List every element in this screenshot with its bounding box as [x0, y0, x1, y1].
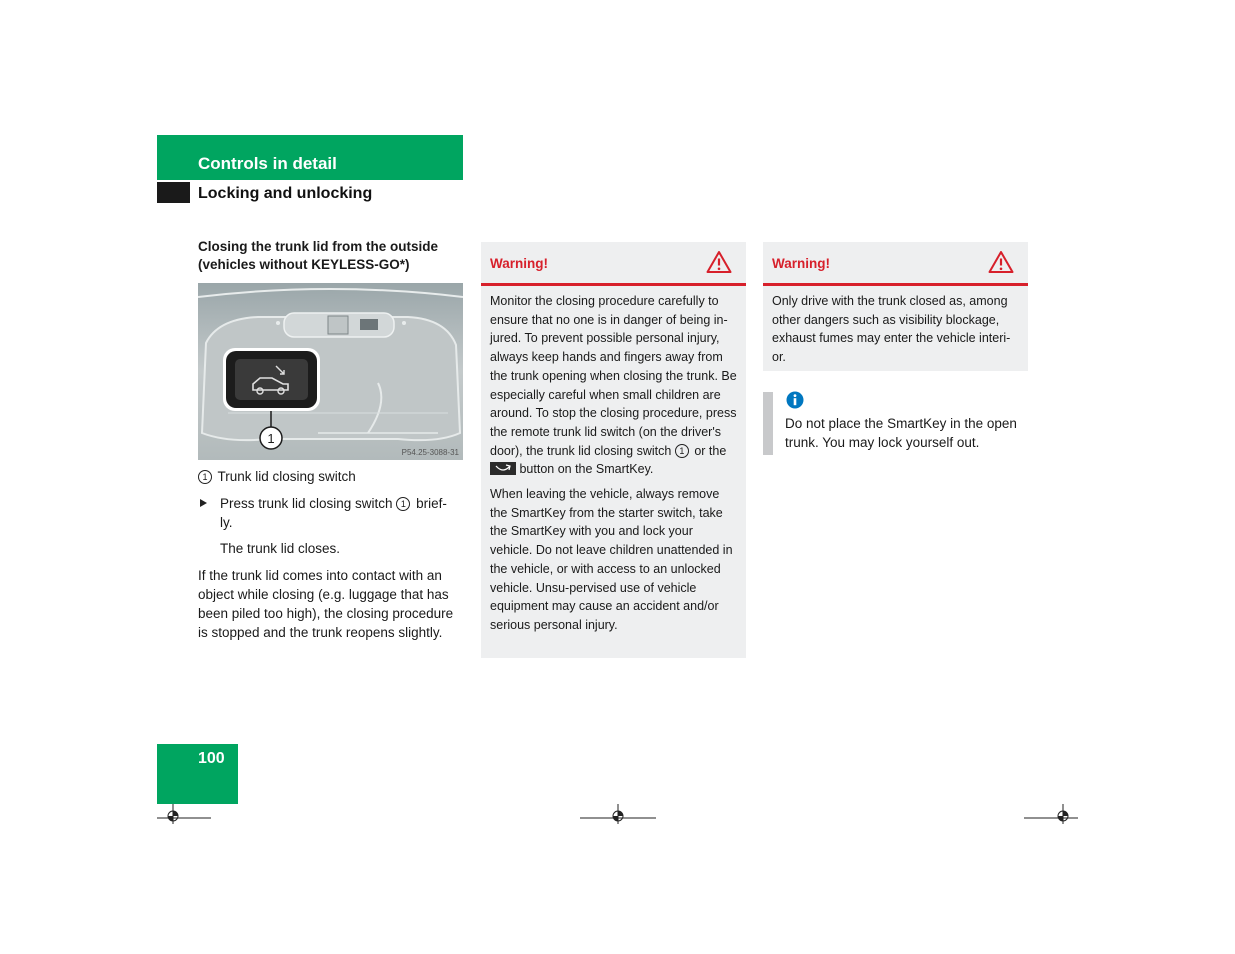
trunk-lid-figure: [198, 283, 463, 460]
registration-mark-icon: [580, 802, 656, 824]
warning-box-closing: [481, 242, 746, 658]
warning-paragraph: Monitor the closing procedure carefully to ensure that no one is in danger of being in-jured. To prevent possible personal injury, always keep hands and fingers away from the trunk opening when closing the trunk. Be especially careful when small children are around. To stop the closing procedure, press the remote trunk lid switch (on the driver's door), the trunk lid closing switch 1 or the button on the SmartKey.: [490, 294, 737, 477]
warning-triangle-icon: [706, 250, 732, 274]
figure-code: P54.25-3088-31: [401, 448, 459, 457]
warning-box-driving: [763, 242, 1028, 371]
info-icon: [786, 391, 804, 409]
page-number: 100: [198, 750, 225, 767]
subsection-marker: [157, 182, 190, 203]
callout-number: 1: [675, 444, 689, 458]
registration-mark-icon: [157, 802, 211, 824]
callout-number: 1: [198, 470, 212, 484]
instruction-result: The trunk lid closes.: [220, 541, 341, 556]
warning-triangle-icon: [988, 250, 1014, 274]
callout-number: 1: [396, 497, 410, 511]
trunk-key-button-icon: [490, 462, 516, 475]
warning-title: Warning!: [490, 256, 548, 271]
warning-body: [481, 286, 746, 641]
warning-header: [763, 242, 1028, 286]
left-column: [198, 238, 463, 642]
section-heading: Closing the trunk lid from the outside (vehicles without KEYLESS-GO*): [198, 239, 439, 272]
contact-note: If the trunk lid comes into contact with an object while closing (e.g. luggage that has been piled too high), the closing procedure is stopped and the trunk reopens slightly.: [198, 568, 454, 640]
warning-title: Warning!: [772, 256, 830, 271]
warning-body: [763, 286, 1028, 373]
warning-paragraph: When leaving the vehicle, always remove the SmartKey from the starter switch, take the SmartKey with you and lock your vehicle. Do not leave children unattended in the vehicle, or with access to an unlocked vehicle. Unsu-pervised use of vehicle equipment may cause an accident and/or serious personal injury.: [490, 487, 733, 632]
instruction-step: Press trunk lid closing switch 1 brief- ly.: [198, 494, 463, 532]
trunk-lid-illustration: [198, 283, 463, 460]
section-title: Controls in detail: [198, 154, 337, 173]
warning-paragraph: Only drive with the trunk closed as, among other dangers such as visibility blockage, exhaust fumes may enter the vehicle interi-or.: [772, 294, 1011, 365]
info-text: Do not place the SmartKey in the open trunk. You may lock yourself out.: [785, 416, 1017, 450]
subsection-title: Locking and unlocking: [198, 185, 373, 202]
figure-callout-1: 1: [267, 431, 275, 446]
figure-legend: 1 Trunk lid closing switch: [198, 467, 463, 486]
info-sidebar: [763, 392, 773, 455]
bullet-triangle-icon: [200, 499, 207, 507]
warning-header: [481, 242, 746, 286]
registration-mark-icon: [1024, 802, 1078, 824]
